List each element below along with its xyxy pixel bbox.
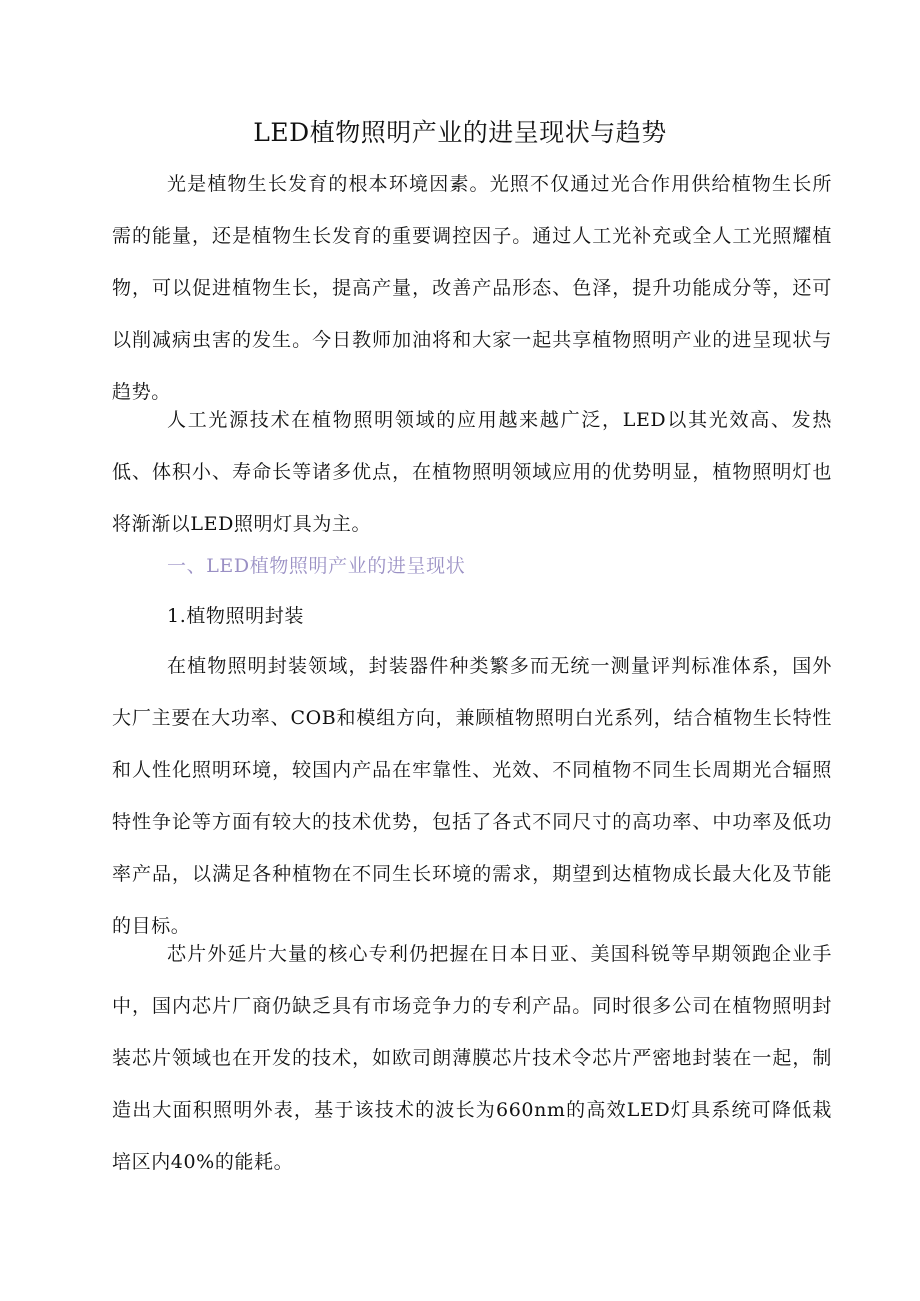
subsection-heading: 1.植物照明封装 xyxy=(167,605,304,627)
paragraph-packaging: 在植物照明封装领域，封装器件种类繁多而无统一测量评判标准体系，国外大厂主要在大功率、COB和模组方向，兼顾植物照明白光系列，结合植物生长特性和人性化照明环境，较国内产品在牢靠性、光效、不同植物不同生长周期光合辐照特性争论等方面有较大的技术优势，包括了各式不同尺寸的高功率、中功率及低功率产品，以满足各种植物在不同生长环境的需求，期望到达植物成长最大化及节能的目标。 xyxy=(112,655,832,937)
paragraph-chips: 芯片外延片大量的核心专利仍把握在日本日亚、美国科锐等早期领跑企业手中，国内芯片厂商仍缺乏具有市场竞争力的专利产品。同时很多公司在植物照明封装芯片领域也在开发的技术，如欧司朗薄膜芯片技术令芯片严密地封装在一起，制造出大面积照明外表，基于该技术的波长为660nm的高效LED灯具系统可降低栽培区内40%的能耗。 xyxy=(112,943,832,1173)
paragraph-intro: 光是植物生长发育的根本环境因素。光照不仅通过光合作用供给植物生长所需的能量，还是植物生长发育的重要调控因子。通过人工光补充或全人工光照耀植物，可以促进植物生长，提高产量，改善产品形态、色泽，提升功能成分等，还可以削减病虫害的发生。今日教师加油将和大家一起共享植物照明产业的进呈现状与趋势。 xyxy=(112,173,832,403)
section-heading: 一、LED植物照明产业的进呈现状 xyxy=(167,555,466,577)
paragraph-led-advantages: 人工光源技术在植物照明领域的应用越来越广泛，LED以其光效高、发热低、体积小、寿命长等诸多优点，在植物照明领域应用的优势明显，植物照明灯也将渐渐以LED照明灯具为主。 xyxy=(112,409,832,535)
page-title: LED植物照明产业的进呈现状与趋势 xyxy=(253,118,667,147)
